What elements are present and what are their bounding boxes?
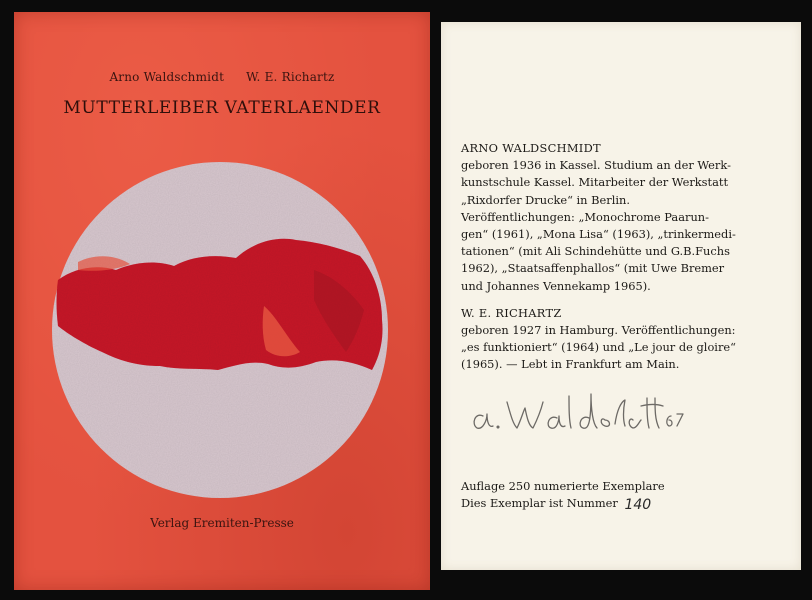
handwritten-copy-number: 140	[624, 497, 652, 514]
author-1-line: geboren 1936 in Kassel. Studium an der Werk-	[461, 158, 731, 173]
edition-line-1: Auflage 250 numerierte Exemplare	[461, 479, 665, 493]
author-1-line: 1962), „Staatsaffenphallos“ (mit Uwe Bremer	[461, 261, 725, 276]
author-1-line: und Johannes Vennekamp 1965).	[461, 278, 651, 293]
edition-notice	[461, 478, 791, 514]
author-1-name: ARNO WALDSCHMIDT	[461, 141, 601, 155]
handwritten-signature	[465, 380, 705, 440]
cover-woodcut-illustration	[14, 130, 430, 510]
author-1-line: gen“ (1961), „Mona Lisa“ (1963), „trinkermedi-	[461, 227, 736, 242]
author-1-line: kunstschule Kassel. Mitarbeiter der Werkstatt	[461, 175, 729, 190]
author-1-line: „Rixdorfer Drucke“ in Berlin.	[461, 192, 630, 207]
cover-authors	[14, 70, 430, 84]
author-2-line: „es funktioniert“ (1964) und „Le jour de gloire“	[461, 340, 736, 355]
author-1-line: Veröffentlichungen: „Monochrome Paarun-	[461, 209, 709, 224]
edition-line-2-text: Dies Exemplar ist Nummer	[461, 496, 618, 511]
edition-line-2	[461, 495, 791, 514]
cover-title: MUTTERLEIBER VATERLAENDER	[63, 98, 381, 118]
colophon-page	[441, 22, 801, 570]
book-cover	[14, 12, 430, 590]
author-2-line: (1965). — Lebt in Frankfurt am Main.	[461, 357, 680, 372]
author-2-line: geboren 1927 in Hamburg. Veröffentlichungen:	[461, 323, 736, 338]
author-2-name: W. E. RICHARTZ	[461, 305, 562, 320]
cover-author-2: W. E. Richartz	[246, 70, 335, 84]
author-1-line: tationen“ (mit Ali Schindehütte und G.B.Fuchs	[461, 244, 730, 259]
cover-author-1: Arno Waldschmidt	[109, 70, 225, 84]
cover-publisher: Verlag Eremiten-Presse	[150, 516, 294, 530]
colophon-text	[461, 140, 791, 374]
